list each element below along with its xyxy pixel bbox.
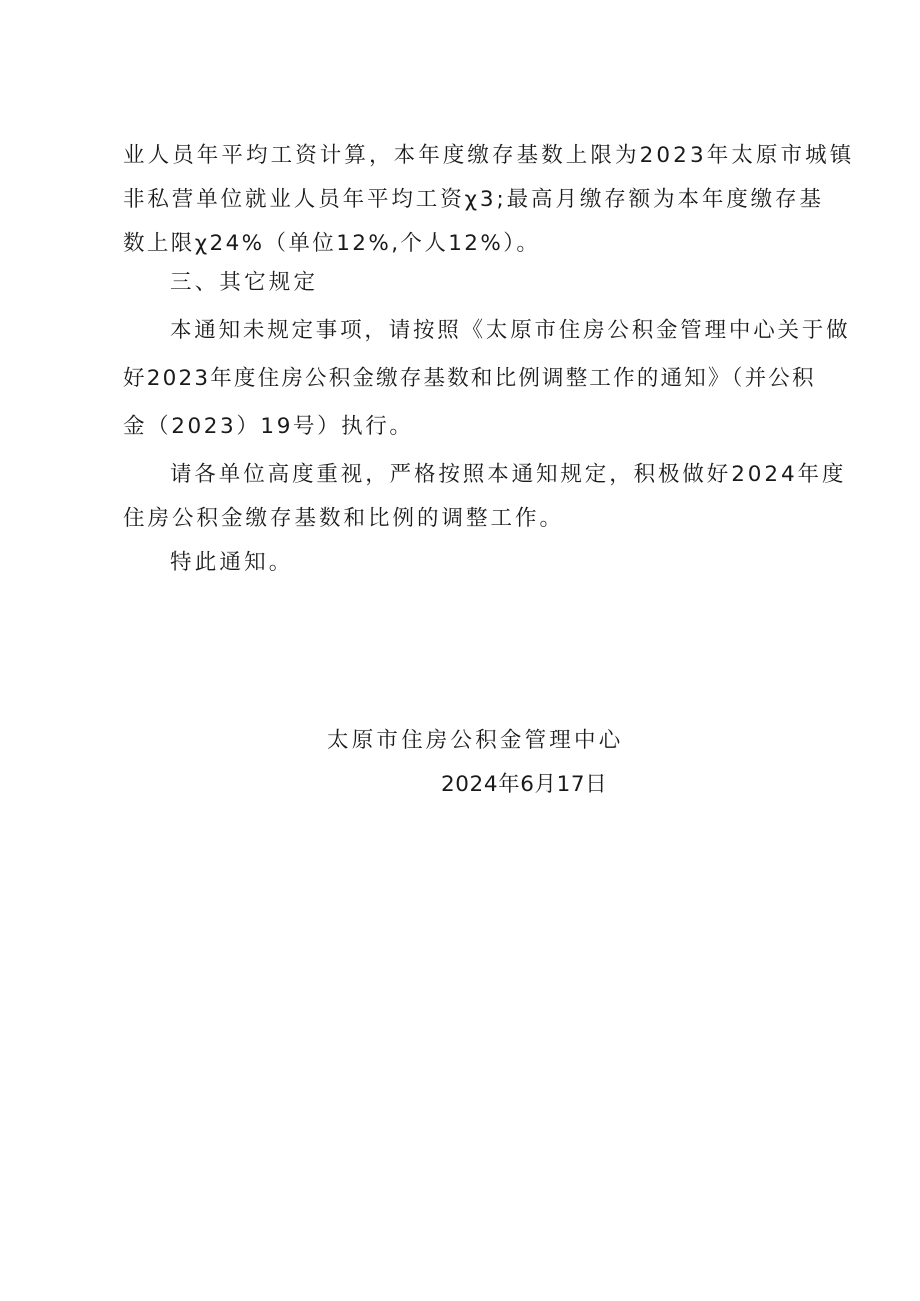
signature-date: 2024年6月17日 — [441, 772, 608, 797]
body-text-line: 非私营单位就业人员年平均工资χ3;最高月缴存额为本年度缴存基 — [123, 187, 824, 212]
body-text-line: 住房公积金缴存基数和比例的调整工作。 — [123, 506, 565, 531]
body-text-line: 业人员年平均工资计算，本年度缴存基数上限为2023年太原市城镇 — [123, 143, 855, 168]
closing-text: 特此通知。 — [170, 550, 294, 575]
body-text-line: 请各单位高度重视，严格按照本通知规定，积极做好2024年度 — [170, 462, 847, 487]
body-text-line: 本通知未规定事项，请按照《太原市住房公积金管理中心关于做 — [170, 318, 851, 343]
signature-organization: 太原市住房公积金管理中心 — [327, 728, 624, 753]
body-text-line: 数上限χ24%（单位12%,个人12%）。 — [123, 231, 541, 256]
body-text-line: 好2023年度住房公积金缴存基数和比例调整工作的通知》（并公积 — [123, 366, 816, 391]
section-heading: 三、其它规定 — [170, 270, 319, 295]
body-text-line: 金（2023）19号）执行。 — [123, 414, 414, 439]
